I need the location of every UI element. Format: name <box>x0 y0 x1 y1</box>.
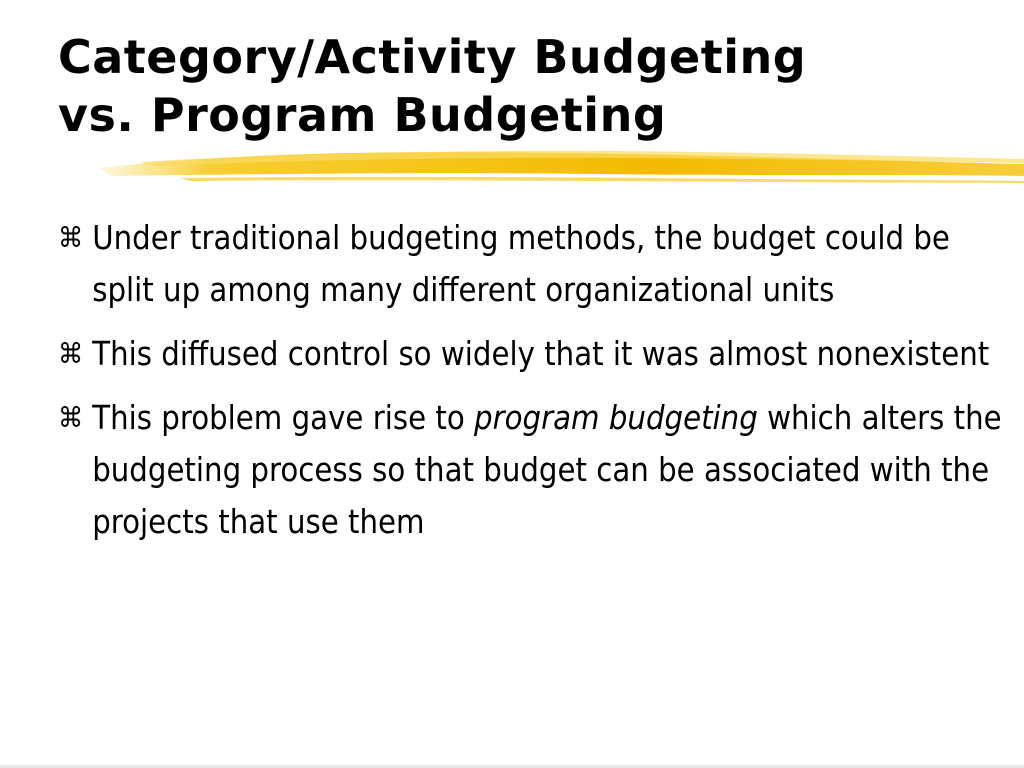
z-ribbon-bullet-icon: ⌘ <box>58 337 84 370</box>
title-line-1: Category/Activity Budgeting <box>58 30 807 84</box>
bullet-item-1 <box>58 212 1019 316</box>
z-ribbon-bullet-icon: ⌘ <box>58 221 84 254</box>
bullet-text-3-italic-term: program budgeting <box>474 399 758 437</box>
z-ribbon-bullet-icon: ⌘ <box>58 401 84 434</box>
bullet-text-3-after: which alters the budgeting process so that budget can be associated with the projects that use them <box>92 399 1002 541</box>
bullet-text-2: This diffused control so widely that it was almost nonexistent <box>92 335 990 373</box>
bullet-item-2 <box>58 328 1019 380</box>
bullet-text-3-before: This problem gave rise to <box>92 399 475 437</box>
bullet-text-1: Under traditional budgeting methods, the budget could be split up among many different organizational units <box>92 219 950 309</box>
bullet-list <box>58 212 1002 560</box>
title-line-2: vs. Program Budgeting <box>58 88 667 142</box>
slide-title <box>58 28 806 144</box>
bullet-item-3 <box>58 392 1019 548</box>
yellow-brush-stroke-underline <box>0 140 1024 188</box>
